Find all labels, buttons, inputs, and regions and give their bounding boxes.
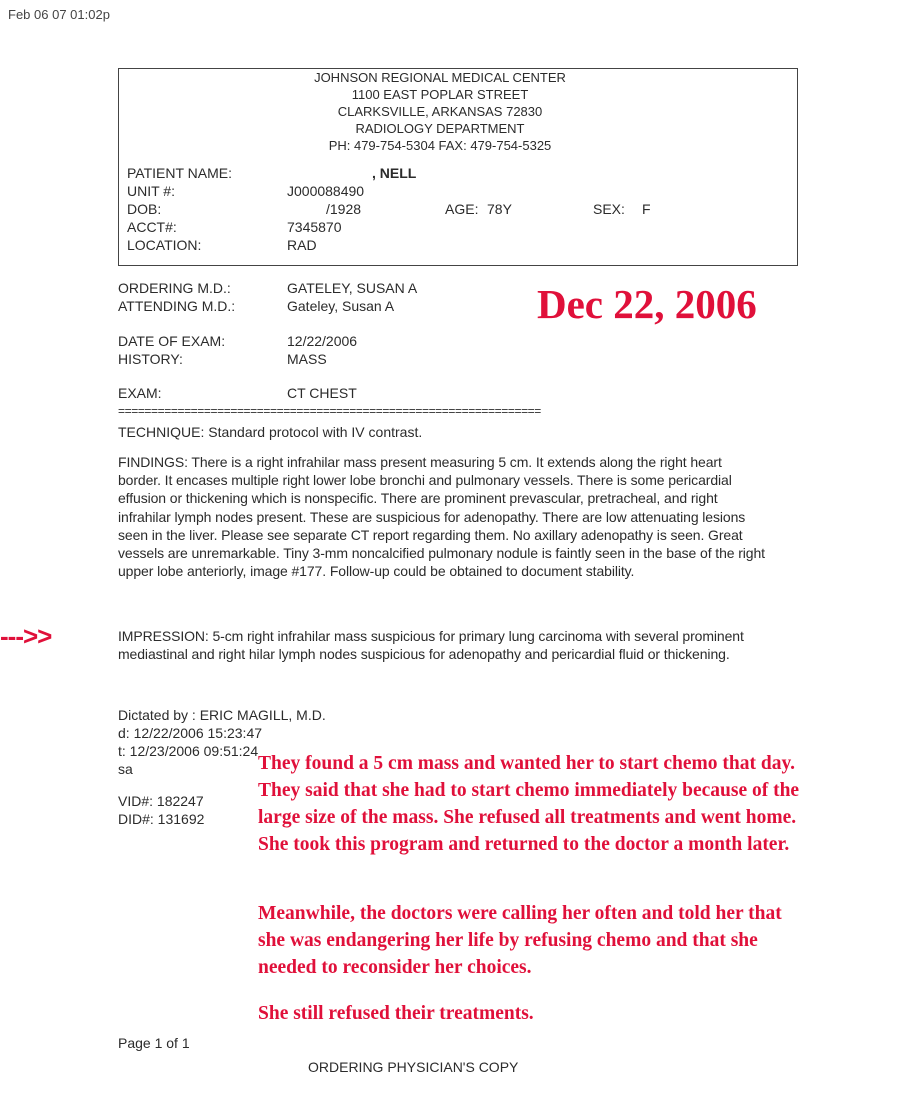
separator-line: ================================================================: [118, 404, 541, 418]
note-line: She took this program and returned to the doctor a month later.: [258, 834, 790, 855]
dictated-by: Dictated by : ERIC MAGILL, M.D.: [118, 707, 326, 723]
dob-value: /1928: [326, 201, 362, 217]
vid: VID#: 182247: [118, 793, 204, 809]
location-value: RAD: [287, 237, 317, 253]
facility-city: CLARKSVILLE, ARKANSAS 72830: [337, 104, 543, 119]
patient-name: , NELL: [372, 165, 417, 181]
initials: sa: [118, 761, 133, 777]
unit-value: J000088490: [287, 183, 365, 199]
acct-value: 7345870: [287, 219, 342, 235]
unit-label: UNIT #:: [127, 183, 175, 199]
facility-header: [240, 69, 640, 154]
history-label: HISTORY:: [118, 351, 183, 367]
age-label: AGE:: [445, 201, 479, 217]
exam-label: EXAM:: [118, 385, 162, 401]
location-label: LOCATION:: [127, 237, 202, 253]
exam-value: CT CHEST: [287, 385, 357, 401]
exam-date-label: DATE OF EXAM:: [118, 333, 226, 349]
note-line: They said that she had to start chemo immediately because of the: [258, 780, 800, 801]
dictated-date: d: 12/22/2006 15:23:47: [118, 725, 263, 741]
history-value: MASS: [287, 351, 327, 367]
facility-street: 1100 EAST POPLAR STREET: [351, 87, 529, 102]
acct-label: ACCT#:: [127, 219, 177, 235]
fax-header: Feb 06 07 01:02p: [8, 7, 110, 22]
note-line: large size of the mass. She refused all treatments and went home.: [258, 807, 797, 828]
patient-name-label: PATIENT NAME:: [127, 165, 233, 181]
note-line: They found a 5 cm mass and wanted her to start chemo that day.: [258, 753, 795, 774]
copy-label: ORDERING PHYSICIAN'S COPY: [308, 1059, 519, 1075]
impression: IMPRESSION: 5-cm right infrahilar mass suspicious for primary lung carcinoma with several prominent mediastinal and right hilar lymph nodes suspicious for adenopathy and pericardial fluid or thickening.: [118, 628, 744, 663]
facility-name: JOHNSON REGIONAL MEDICAL CENTER: [314, 70, 566, 85]
annotation-date: Dec 22, 2006: [537, 281, 757, 327]
facility-phone: PH: 479-754-5304 FAX: 479-754-5325: [328, 138, 552, 153]
note-line: Meanwhile, the doctors were calling her often and told her that: [258, 903, 782, 924]
sex-value: F: [642, 201, 651, 217]
technique: TECHNIQUE: Standard protocol with IV contrast.: [118, 424, 423, 440]
note-line: she was endangering her life by refusing chemo and that she: [258, 930, 758, 951]
facility-department: RADIOLOGY DEPARTMENT: [355, 121, 525, 136]
findings: FINDINGS: There is a right infrahilar mass present measuring 5 cm. It extends along the right heart border. It encases multiple right lower lobe bronchi and pulmonary vessels. There is some pericardial effusion or thickening which is nonspecific. There are prominent prevascular, pretracheal, and right infrahilar lymph nodes present. These are suspicious for adenopathy. There are low attenuating lesions seen in the liver. Please see separate CT report regarding them. No axillary adenopathy is seen. Great vessels are unremarkable. Tiny 3-mm noncalcified pulmonary nodule is faintly seen in the base of the right upper lobe anteriorly, image #177. Follow-up could be obtained to document stability.: [118, 454, 765, 580]
note-line: She still refused their treatments.: [258, 1003, 534, 1024]
exam-date-value: 12/22/2006: [287, 333, 358, 349]
ordering-md-value: GATELEY, SUSAN A: [287, 280, 418, 296]
attending-md-value: Gateley, Susan A: [287, 298, 395, 314]
did: DID#: 131692: [118, 811, 205, 827]
sex-label: SEX:: [593, 201, 625, 217]
age-value: 78Y: [487, 201, 512, 217]
attending-md-label: ATTENDING M.D.:: [118, 298, 236, 314]
dob-label: DOB:: [127, 201, 162, 217]
note-line: needed to reconsider her choices.: [258, 957, 532, 978]
ordering-md-label: ORDERING M.D.:: [118, 280, 231, 296]
page-number: Page 1 of 1: [118, 1035, 190, 1051]
transcribed-date: t: 12/23/2006 09:51:24: [118, 743, 259, 759]
arrow-annotation: --->>: [0, 621, 52, 651]
